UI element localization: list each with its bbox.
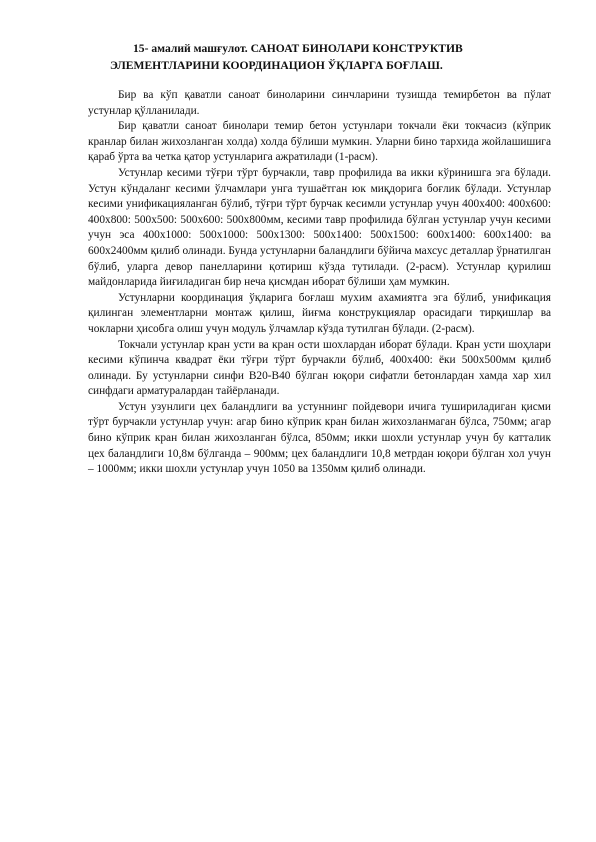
paragraph-3: Устунлар кесими тўғри тўрт бурчакли, тавр профилида ва икки кўринишга эга бўлади. Устун кўндаланг кесими ўлчамлари унга тушаётган юк миқдорига боғлик бўлади. Устунлар кесими унификацияланган бўлиб, тўғри тўрт бурчак кесимли устунлар учун 400х400: 400х600: 400х800: 500х500: 500х600: 500х800мм, кесими тавр профилида бўлган устунлар учун кесими учун эса 400х1000: 500х1000: 500х1300: 500х1400: 500х1500: 600х1400: 600х1400: ва 600х2400мм қилиб олинади. Бунда устунларни баландлиги бўйича махсус деталлар ўрнатилган бўлиб, уларга девор панелларини қотириш кўзда тутилади. (2-расм). Устунлар қурилиш майдонларида йиғиладиган бир неча қисмдан иборат бўлиши ҳам мумкин. bbox=[88, 166, 551, 289]
page-title bbox=[88, 40, 551, 74]
title-line-2: ЭЛЕМЕНТЛАРИНИ КООРДИНАЦИОН ЎҚЛАРГА БОҒЛАШ. bbox=[110, 59, 443, 72]
paragraph-6: Устун узунлиги цех баландлиги ва устуннинг пойдевори ичига тушириладиган қисми тўрт бурчакли устунлар учун: агар бино кўприк кран билан жихозланмаган бўлса, 750мм; агар бино кўприк кран билан жихозланган бўлса, 850мм; икки шохли устунлар учун бу катталик цех баландлиги 10,8м бўлганда – 900мм; цех баландлиги 10,8 метрдан юқори бўлган хол учун – 1000мм; икки шохли устунлар учун 1050 ва 1350мм қилиб олинади. bbox=[88, 400, 551, 476]
paragraph-4: Устунларни координация ўқларига боғлаш мухим ахамиятга эга бўлиб, унификация қилинган элементларни монтаж қилиш, йиғма конструкциялар орасидаги тирқишлар ва чокларни ҳисобга олиш учун модуль ўлчамлар кўзда тутилган бўлади. (2-расм). bbox=[88, 291, 551, 335]
paragraph-5: Токчали устунлар кран усти ва кран ости шохлардан иборат бўлади. Кран усти шоҳлари кесими кўпинча квадрат ёки тўғри тўрт бурчакли бўлиб, 400х400: ёки 500х500мм қилиб олинади. Бу устунларни синфи В20-В40 бўлган юқори сифатли бетонлардан хамда хар хил синфдаги арматуралардан тайёрланади. bbox=[88, 338, 551, 398]
title-line-1: 15- амалий машғулот. САНОАТ БИНОЛАРИ КОНСТРУКТИВ bbox=[133, 42, 463, 55]
document-page bbox=[88, 40, 551, 478]
paragraph-1: Бир ва кўп қаватли саноат биноларини синчларини тузишда темирбетон ва пўлат устунлар қўлланилади. bbox=[88, 89, 551, 117]
paragraph-2: Бир қаватли саноат бинолари темир бетон устунлари токчали ёки токчасиз (кўприк кранлар билан жихозланган холда) холда бўлиши мумкин. Уларни бино тархида жойлашишига қараб ўрта ва четка қатор устунларига ажратилади (1-расм). bbox=[88, 120, 551, 164]
